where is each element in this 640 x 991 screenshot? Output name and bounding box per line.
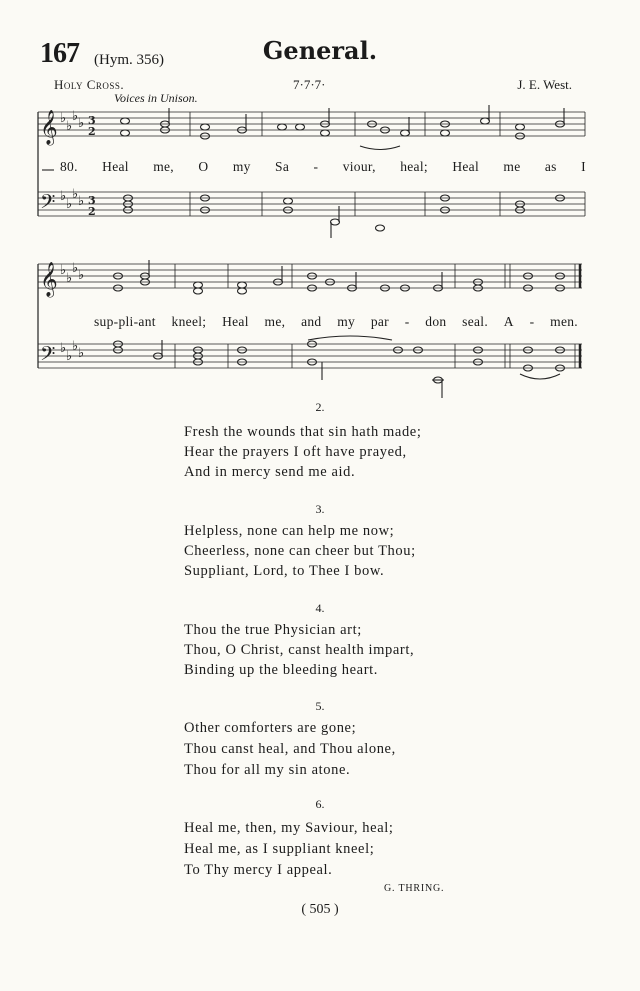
section-heading: General. [262,36,378,65]
lyric-syllable: Heal [452,159,480,174]
verse-line: Cheerless, none can cheer but Thou; [184,543,416,559]
verse-line: Binding up the bleeding heart. [184,662,378,678]
treble-staff-2 [38,264,582,288]
lyric-syllable: A [503,314,514,329]
meter: 7·7·7· [293,77,326,92]
bass-clef-icon: 𝄢 [40,190,56,218]
svg-text:♭: ♭ [72,339,79,354]
lyrics-line-2 [94,314,578,330]
lyric-syllable: seal. [462,314,489,329]
treble-clef-icon: 𝄞 [40,262,58,297]
svg-text:♭: ♭ [66,271,73,286]
lyric-syllable: 80. [60,159,78,174]
bass-staff-1 [38,192,585,216]
svg-text:2: 2 [88,205,96,218]
lyric-syllable: viour, [342,159,376,174]
verse-number: 5. [315,699,325,713]
verse-line: Fresh the wounds that sin hath made; [184,424,422,440]
lyric-syllable: me, [153,159,174,174]
verse-line: Other comforters are gone; [184,720,357,736]
page-number: ( 505 ) [301,902,339,917]
composer: J. E. West. [517,77,572,92]
svg-text:3: 3 [88,194,96,207]
tune-name: Holy Cross. [54,77,125,92]
lyric-syllable: me, [264,314,286,329]
lyric-syllable: Heal [102,159,129,174]
performance-direction: Voices in Unison. [114,91,198,105]
verse-line: Thou canst heal, and Thou alone, [184,741,396,757]
verse-line: Thou, O Christ, canst health impart, [184,642,415,658]
verse-number: 6. [315,797,325,811]
svg-text:♭: ♭ [60,189,67,204]
svg-text:♭: ♭ [66,197,73,212]
lyric-syllable: - [404,314,410,329]
svg-text:♭: ♭ [72,187,79,202]
lyric-syllable: kneel; [171,314,207,329]
svg-text:♭: ♭ [60,111,67,126]
verse-line: Hear the prayers I oft have prayed, [184,444,407,460]
verse-line: Heal me, then, my Saviour, heal; [184,820,394,836]
lyric-syllable: and [301,314,322,329]
author-attribution: G. THRING. [384,883,445,894]
verse-line: And in mercy send me aid. [184,464,356,480]
svg-text:2: 2 [88,125,96,138]
lyric-syllable: Heal [222,314,249,329]
svg-text:♭: ♭ [78,116,85,131]
verse-line: Suppliant, Lord, to Thee I bow. [184,563,385,579]
svg-text:♭: ♭ [60,341,67,356]
lyric-syllable: men. [550,314,578,329]
svg-text:♭: ♭ [72,261,79,276]
lyric-syllable: - [313,159,319,174]
verse-line: Heal me, as I suppliant kneel; [184,841,375,857]
lyric-syllable: heal; [400,159,428,174]
music-system-1 [0,100,640,250]
lyric-syllable: O [198,159,209,174]
lyric-syllable: Sa [275,159,290,174]
lyric-syllable: sup-pli-ant [94,314,156,329]
bass-clef-icon: 𝄢 [40,342,56,370]
verse-number: 4. [315,601,325,615]
lyric-syllable: me [503,159,521,174]
lyric-syllable: I [581,159,586,174]
verse-line: Helpless, none can help me now; [184,523,395,539]
lyric-syllable: my [232,159,251,174]
lyric-syllable: par [370,314,389,329]
lyric-syllable: as [544,159,557,174]
svg-text:♭: ♭ [72,109,79,124]
hymn-number: 167 [40,38,79,69]
lyric-syllable: - [529,314,535,329]
svg-text:♭: ♭ [66,349,73,364]
svg-text:♭: ♭ [78,194,85,209]
svg-text:♭: ♭ [78,268,85,283]
svg-text:♭: ♭ [78,346,85,361]
treble-clef-icon: 𝄞 [40,110,58,145]
lyrics-line-1 [46,159,586,175]
verse-number: 3. [315,502,325,516]
svg-text:♭: ♭ [60,263,67,278]
svg-text:3: 3 [88,114,96,127]
lyric-syllable: my [337,314,356,329]
hymn-reference: (Hym. 356) [94,52,164,68]
verse-line: To Thy mercy I appeal. [184,862,333,878]
lyric-syllable: don [425,314,447,329]
verse-line: Thou for all my sin atone. [184,762,351,778]
verse-line: Thou the true Physician art; [184,622,362,638]
verse-number: 2. [315,400,325,414]
svg-text:♭: ♭ [66,119,73,134]
